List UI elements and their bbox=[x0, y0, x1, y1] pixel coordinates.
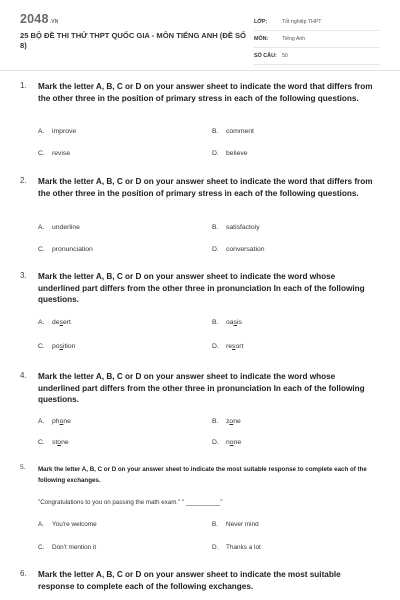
option-text: pronunciation bbox=[52, 246, 93, 253]
option-text bbox=[52, 418, 71, 425]
meta-label: MÔN: bbox=[254, 36, 269, 42]
option-letter: B. bbox=[212, 128, 219, 135]
option-c[interactable] bbox=[38, 544, 96, 551]
word-part: n bbox=[226, 439, 230, 446]
option-a[interactable] bbox=[38, 418, 71, 425]
option-b[interactable] bbox=[212, 521, 259, 528]
option-a[interactable] bbox=[38, 319, 71, 326]
option-c[interactable] bbox=[38, 150, 70, 157]
underlined-letter: s bbox=[233, 319, 237, 326]
option-letter: A. bbox=[38, 224, 45, 231]
question-number: 3. bbox=[20, 271, 27, 280]
option-letter: D. bbox=[212, 343, 219, 350]
option-letter: C. bbox=[38, 343, 45, 350]
option-letter: B. bbox=[212, 224, 219, 231]
header bbox=[0, 0, 400, 68]
meta-value: 50 bbox=[282, 53, 288, 59]
document-title: 25 BỘ ĐỀ THI THỬ THPT QUỐC GIA - MÔN TIẾNG ANH (ĐỀ SỐ 8) bbox=[20, 31, 246, 50]
option-letter: A. bbox=[38, 418, 45, 425]
meta-value: Tốt nghiệp THPT bbox=[282, 19, 322, 25]
option-text: comment bbox=[226, 128, 254, 135]
option-b[interactable] bbox=[212, 128, 254, 135]
option-letter: D. bbox=[212, 544, 219, 551]
underlined-letter: s bbox=[232, 343, 236, 350]
word-part: oa bbox=[226, 319, 234, 326]
option-d[interactable] bbox=[212, 246, 265, 253]
option-a[interactable] bbox=[38, 224, 80, 231]
option-text: believe bbox=[226, 150, 248, 157]
option-text: Don't mention it bbox=[52, 544, 97, 551]
option-text bbox=[226, 343, 243, 350]
word-part: st bbox=[52, 439, 58, 446]
option-letter: B. bbox=[212, 319, 219, 326]
meta-row-count bbox=[254, 48, 380, 65]
logo-main: 2048 bbox=[20, 12, 49, 26]
option-text bbox=[52, 343, 75, 350]
option-text bbox=[226, 319, 242, 326]
question-text: Mark the letter A, B, C or D on your answer sheet to indicate the word that differs from the other three in the position of primary stress in each of the following questions. bbox=[38, 177, 373, 198]
option-text bbox=[52, 319, 71, 326]
question-text: Mark the letter A, B, C or D on your answer sheet to indicate the word that differs from the other three in the position of primary stress in each of the following questions. bbox=[38, 82, 373, 103]
option-letter: A. bbox=[38, 128, 45, 135]
word-part: re bbox=[226, 343, 233, 350]
word-part: ph bbox=[52, 418, 60, 425]
question-number: 4. bbox=[20, 371, 27, 380]
question-number: 5. bbox=[20, 464, 26, 471]
option-letter: D. bbox=[212, 246, 219, 253]
meta-row-subject bbox=[254, 31, 380, 48]
word-part: ition bbox=[62, 343, 76, 350]
option-c[interactable] bbox=[38, 439, 69, 446]
word-part: ne bbox=[233, 418, 241, 425]
question-text: Mark the letter A, B, C or D on your answer sheet to indicate the most suitable response to complete each of the following exchanges. bbox=[38, 466, 367, 484]
word-part: is bbox=[236, 319, 242, 326]
option-b[interactable] bbox=[212, 319, 242, 326]
option-letter: D. bbox=[212, 439, 219, 446]
option-text: Never mind bbox=[226, 521, 259, 528]
option-b[interactable] bbox=[212, 224, 260, 231]
meta-label: SỐ CÂU: bbox=[254, 53, 277, 59]
option-d[interactable] bbox=[212, 439, 241, 446]
meta-row-class bbox=[254, 14, 380, 31]
question-text: Mark the letter A, B, C or D on your answer sheet to indicate the word whose underlined part differs from the other three in pronunciation In each of the following questions. bbox=[38, 272, 365, 305]
option-text bbox=[226, 439, 241, 446]
word-part: ne bbox=[61, 439, 69, 446]
option-d[interactable] bbox=[212, 150, 248, 157]
option-d[interactable] bbox=[212, 343, 243, 350]
word-part: po bbox=[52, 343, 60, 350]
option-text: satisfactoiy bbox=[226, 224, 260, 231]
divider bbox=[0, 70, 400, 71]
meta-table bbox=[254, 14, 380, 65]
option-b[interactable] bbox=[212, 418, 241, 425]
word-part: ne bbox=[63, 418, 71, 425]
option-text bbox=[52, 439, 69, 446]
option-letter: C. bbox=[38, 439, 45, 446]
option-text: improve bbox=[52, 128, 77, 135]
underlined-letter: o bbox=[59, 418, 64, 425]
option-letter: B. bbox=[212, 418, 219, 425]
site-logo[interactable] bbox=[20, 12, 59, 26]
word-part: z bbox=[226, 418, 230, 425]
option-letter: B. bbox=[212, 521, 219, 528]
option-letter: C. bbox=[38, 150, 45, 157]
underlined-letter: s bbox=[59, 319, 63, 326]
word-part: de bbox=[52, 319, 60, 326]
question-text: Mark the letter A, B, C or D on your answer sheet to indicate the word whose underlined part differs from the other three in pronunciation In each of the following questions. bbox=[38, 372, 365, 405]
option-text: You're welcome bbox=[52, 521, 97, 528]
option-letter: C. bbox=[38, 246, 45, 253]
option-letter: A. bbox=[38, 521, 45, 528]
question-number: 6. bbox=[20, 569, 27, 578]
question-number: 2. bbox=[20, 176, 27, 185]
meta-label: LỚP: bbox=[254, 19, 268, 25]
underlined-letter: s bbox=[59, 343, 63, 350]
option-text: revise bbox=[52, 150, 71, 157]
underlined-letter: o bbox=[229, 418, 234, 425]
option-text bbox=[226, 418, 241, 425]
question-text: Mark the letter A, B, C or D on your answer sheet to indicate the most suitable response to complete each of the following exchanges. bbox=[38, 570, 341, 591]
option-a[interactable] bbox=[38, 128, 76, 135]
option-letter: A. bbox=[38, 319, 45, 326]
underlined-letter: o bbox=[57, 439, 62, 446]
option-c[interactable] bbox=[38, 246, 93, 253]
option-letter: D. bbox=[212, 150, 219, 157]
option-letter: C. bbox=[38, 544, 45, 551]
option-a[interactable] bbox=[38, 521, 97, 528]
question-number: 1. bbox=[20, 81, 27, 90]
logo-sub: .VN bbox=[49, 19, 59, 25]
option-d[interactable] bbox=[212, 544, 261, 551]
word-part: ert bbox=[62, 319, 71, 326]
meta-value: Tiếng Anh bbox=[282, 36, 306, 42]
question-prompt: "Congratulations to you on passing the math exam." " __________" bbox=[38, 499, 223, 506]
word-part: ort bbox=[235, 343, 244, 350]
option-text: conversation bbox=[226, 246, 265, 253]
option-text: underline bbox=[52, 224, 80, 231]
underlined-letter: o bbox=[229, 439, 234, 446]
option-text: Thanks a lot bbox=[226, 544, 261, 551]
option-c[interactable] bbox=[38, 343, 75, 350]
word-part: ne bbox=[233, 439, 242, 446]
